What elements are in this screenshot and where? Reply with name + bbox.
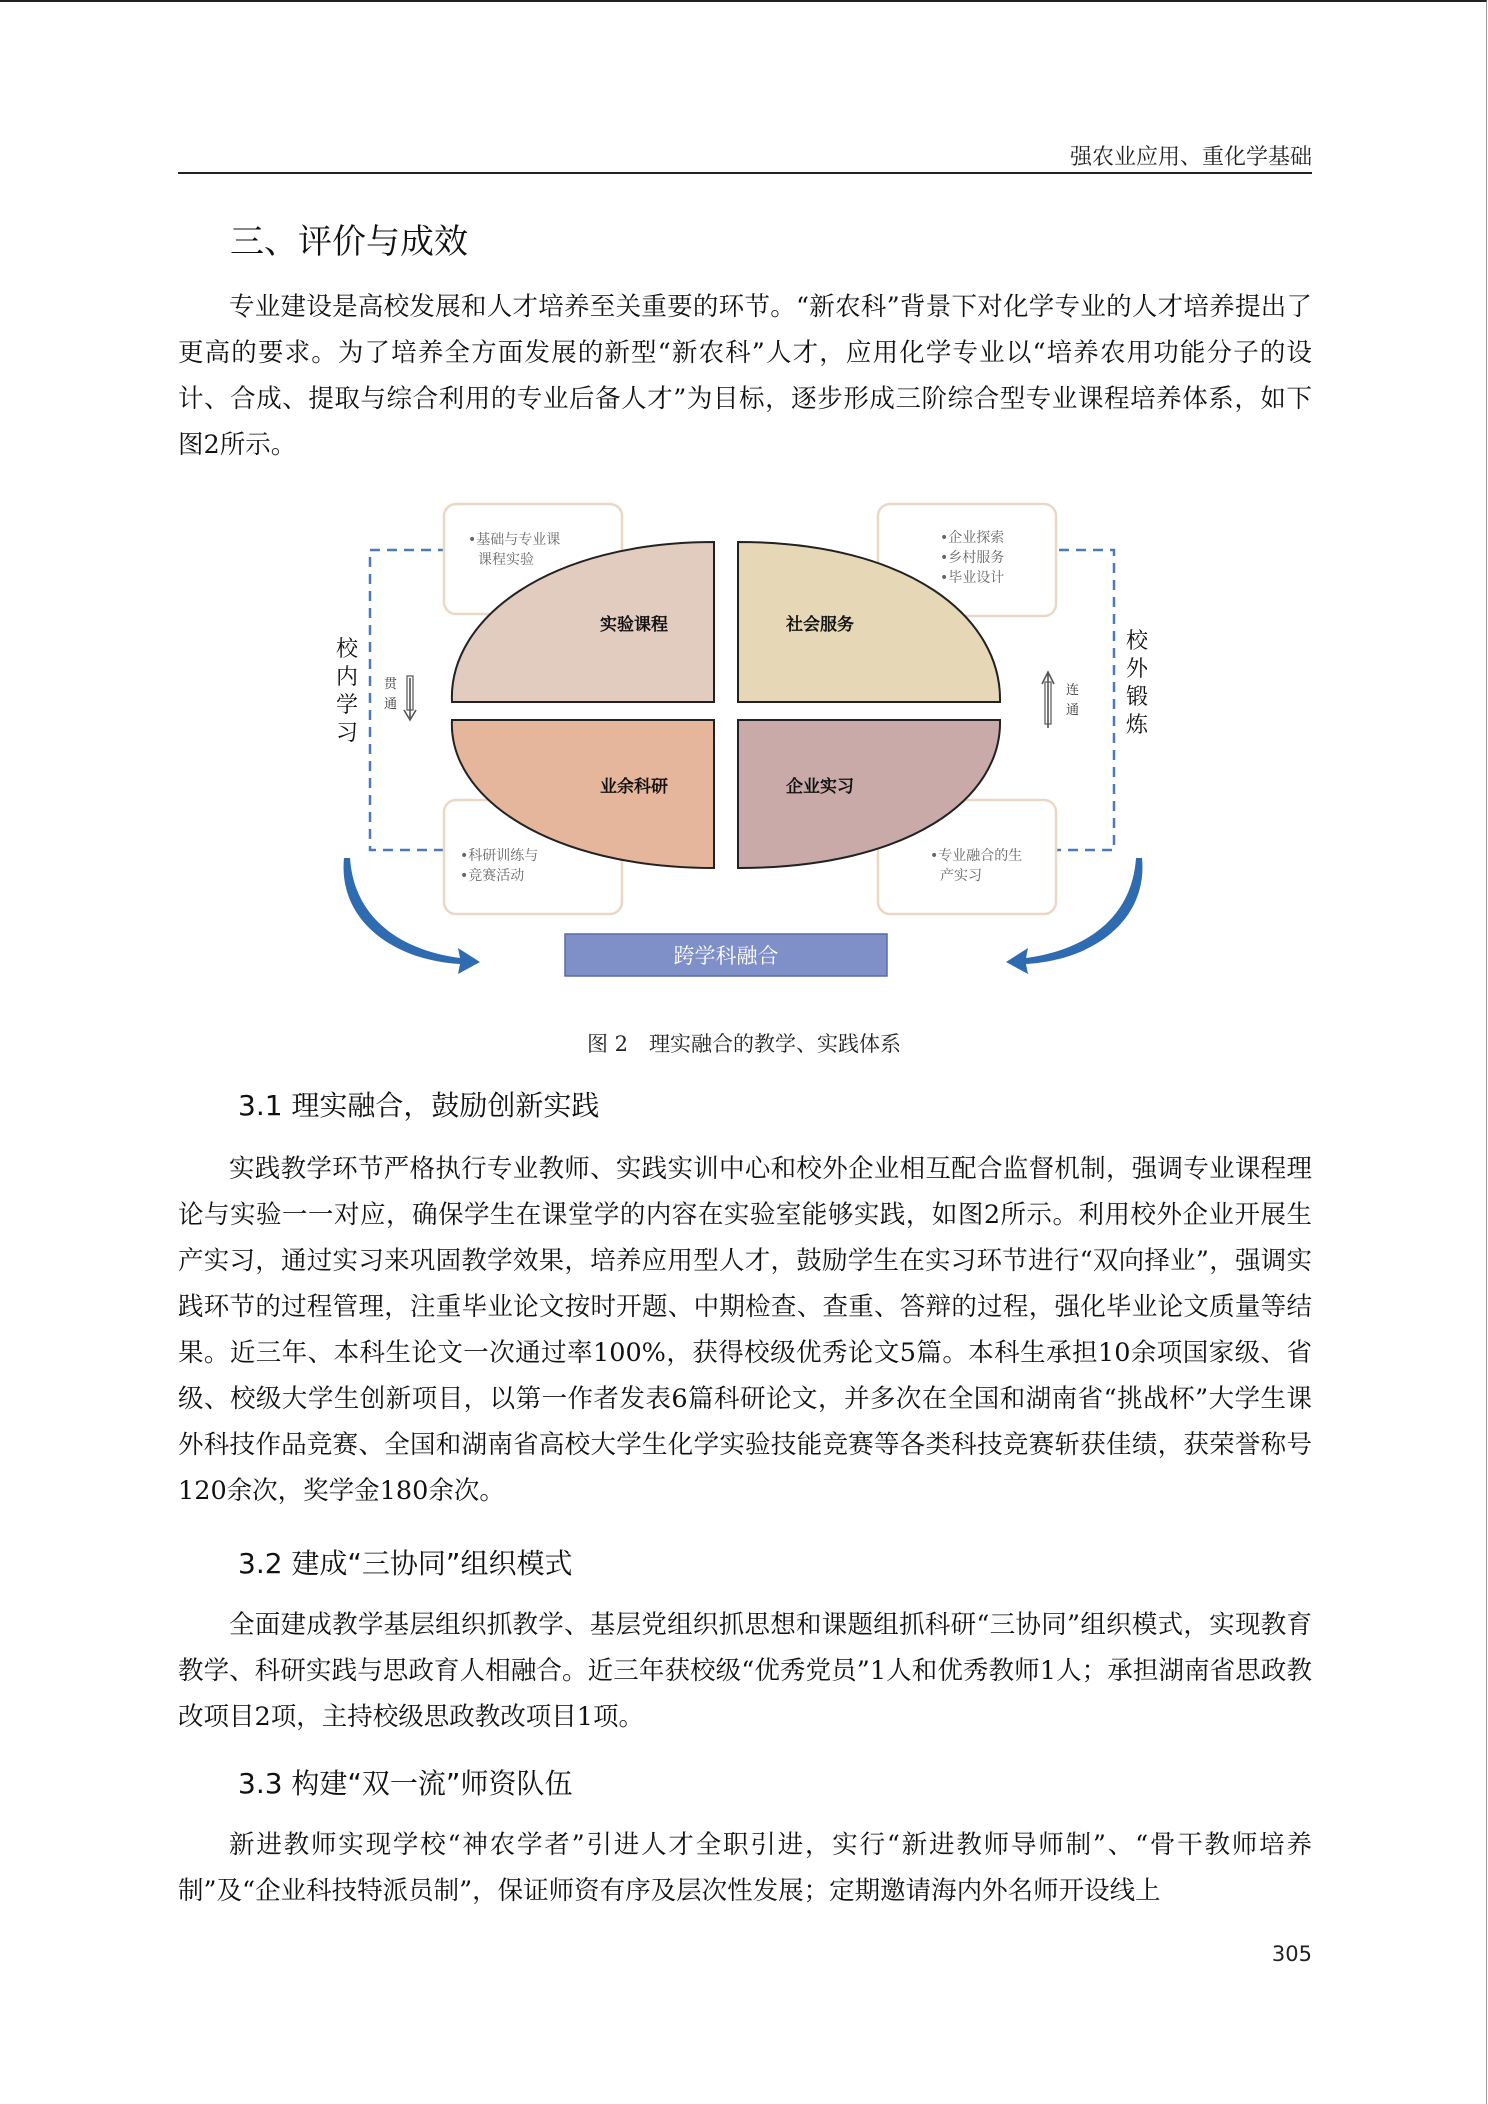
figure-diagram: [330, 498, 1160, 988]
arrow-label-left-1: 贯: [384, 677, 398, 692]
box-bottom-right-line-2: 产实习: [940, 868, 982, 884]
running-header: 强农业应用、重化学基础: [1069, 145, 1312, 170]
arrow-label-right-1: 连: [1066, 683, 1080, 698]
arrow-label-right-2: 通: [1066, 703, 1080, 718]
arrow-label-left-2: 通: [384, 697, 398, 712]
figure-caption: 图 2 理实融合的教学、实践体系: [586, 1032, 902, 1056]
quadrant-label-internship: 企业实习: [786, 777, 854, 797]
side-label-left-1: 校: [336, 637, 359, 662]
subsection-title-3-2: 3.2 建成“三协同”组织模式: [238, 1547, 573, 1580]
subsection-title-3-3: 3.3 构建“双一流”师资队伍: [238, 1767, 573, 1800]
quadrant-label-experiment: 实验课程: [600, 615, 668, 635]
quadrant-label-social-service: 社会服务: [786, 615, 854, 635]
page-number: 305: [1271, 1942, 1312, 1966]
paragraph-3-2: 全面建成教学基层组织抓教学、基层党组织抓思想和课题组抓科研“三协同”组织模式，实现教育教学、科研实践与思政育人相融合。近三年获校级“优秀党员”1人和优秀教师1人；承担湖南省思政教改项目2项，主持校级思政教改项目1项。: [178, 1610, 1312, 1732]
subsection-title-3-1: 3.1 理实融合，鼓励创新实践: [238, 1089, 600, 1122]
box-top-left-line-2: 课程实验: [478, 552, 534, 568]
header-rule: [178, 172, 1312, 174]
bottom-bar-label: 跨学科融合: [673, 944, 779, 968]
box-bottom-right-line-1: •专业融合的生: [930, 848, 1023, 864]
arrow-up-icon: [1042, 672, 1054, 728]
side-label-left-4: 习: [336, 721, 359, 746]
box-top-right-line-1: •企业探索: [940, 530, 1005, 546]
section-title: 三、评价与成效: [230, 222, 468, 262]
paragraph-3-3: 新进教师实现学校“神农学者”引进人才全职引进，实行“新进教师导师制”、“骨干教师培养制”及“企业科技特派员制”，保证师资有序及层次性发展；定期邀请海内外名师开设线上: [178, 1830, 1312, 1906]
figure-2: [330, 498, 1160, 988]
dashed-bracket-left: [370, 550, 448, 850]
box-bottom-left-line-1: •科研训练与: [460, 848, 539, 864]
box-bottom-left-line-2: •竞赛活动: [460, 868, 525, 884]
paragraph-intro: 专业建设是高校发展和人才培养至关重要的环节。“新农科”背景下对化学专业的人才培养提出了更高的要求。为了培养全方面发展的新型“新农科”人才，应用化学专业以“培养农用功能分子的设计、合成、提取与综合利用的专业后备人才”为目标，逐步形成三阶综合型专业课程培养体系，如下图2所示。: [178, 292, 1312, 460]
quadrant-label-research: 业余科研: [600, 777, 668, 797]
side-label-right-4: 炼: [1126, 713, 1149, 738]
side-label-right-2: 外: [1126, 657, 1149, 682]
side-label-right-3: 锻: [1126, 685, 1149, 710]
paragraph-3-1: 实践教学环节严格执行专业教师、实践实训中心和校外企业相互配合监督机制，强调专业课程理论与实验一一对应，确保学生在课堂学的内容在实验室能够实践，如图2所示。利用校外企业开展生产实习，通过实习来巩固教学效果，培养应用型人才，鼓励学生在实习环节进行“双向择业”，强调实践环节的过程管理，注重毕业论文按时开题、中期检查、查重、答辩的过程，强化毕业论文质量等结果。近三年、本科生论文一次通过率100%，获得校级优秀论文5篇。本科生承担10余项国家级、省级、校级大学生创新项目，以第一作者发表6篇科研论文，并多次在全国和湖南省“挑战杯”大学生课外科技作品竞赛、全国和湖南省高校大学生化学实验技能竞赛等各类科技竞赛斩获佳绩，获荣誉称号120余次，奖学金180余次。: [178, 1154, 1312, 1506]
box-top-right-line-3: •毕业设计: [940, 570, 1005, 586]
side-label-left-3: 学: [336, 693, 359, 718]
box-top-left-line-1: •基础与专业课: [468, 532, 561, 548]
side-label-right-1: 校: [1126, 629, 1149, 654]
box-top-right-line-2: •乡村服务: [940, 550, 1005, 566]
arrow-down-icon: [404, 678, 416, 720]
side-label-left-2: 内: [336, 665, 359, 690]
